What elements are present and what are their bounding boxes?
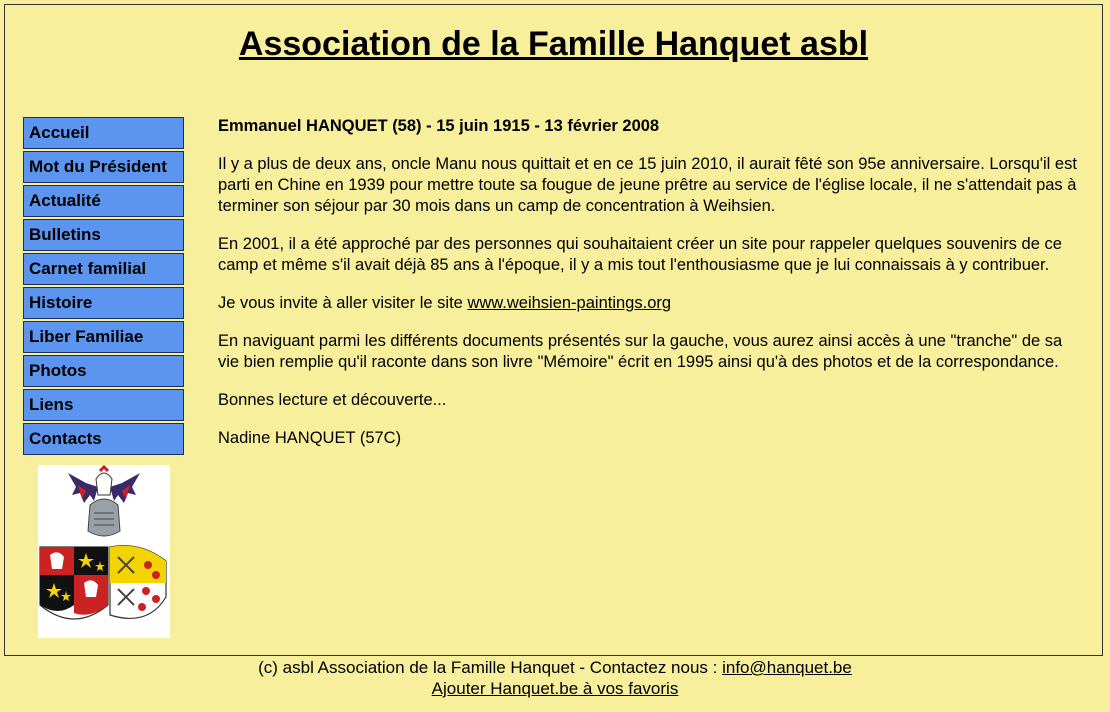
- nav-actualite[interactable]: Actualité: [23, 185, 184, 217]
- article-paragraph-1: Il y a plus de deux ans, oncle Manu nous quittait et en ce 15 juin 2010, il aurait fêté son 95e anniversaire. Lorsqu'il est parti en Chine en 1939 pour mettre toute sa fougue de jeune prêtre au service de l'église locale, il ne s'attendait pas à terminer son séjour par 30 mois dans un camp de concentration à Weihsien.: [218, 155, 1077, 215]
- nav-mot-du-president[interactable]: Mot du Président: [23, 151, 184, 183]
- footer-line-2: [0, 678, 1110, 699]
- nav-carnet-familial[interactable]: Carnet familial: [23, 253, 184, 285]
- family-coat-of-arms-icon: [38, 465, 170, 638]
- nav-liens[interactable]: Liens: [23, 389, 184, 421]
- invite-text: Je vous invite à aller visiter le site: [218, 294, 468, 312]
- article-paragraph-4: En naviguant parmi les différents documents présentés sur la gauche, vous aurez ainsi accès à une "tranche" de sa vie bien remplie qu'il raconte dans son livre "Mémoire" écrit en 1995 ainsi qu'à des photos et de la correspondance.: [218, 332, 1063, 371]
- weihsien-link[interactable]: www.weihsien-paintings.org: [467, 294, 672, 312]
- add-to-favorites-link[interactable]: Ajouter Hanquet.be à vos favoris: [431, 679, 679, 698]
- footer-line-1: [0, 657, 1110, 678]
- nav-liber-familiae[interactable]: Liber Familiae: [23, 321, 184, 353]
- site-title: Association de la Famille Hanquet asbl: [238, 25, 869, 63]
- footer-copyright: (c) asbl Association de la Famille Hanquet - Contactez nous :: [258, 658, 723, 677]
- article-signature: Nadine HANQUET (57C): [218, 429, 402, 447]
- nav-contacts[interactable]: Contacts: [23, 423, 184, 455]
- sidebar-nav: [23, 117, 184, 457]
- footer: [0, 657, 1110, 699]
- nav-bulletins[interactable]: Bulletins: [23, 219, 184, 251]
- article-paragraph-5: Bonnes lecture et découverte...: [218, 391, 447, 409]
- article-paragraph-2: En 2001, il a été approché par des personnes qui souhaitaient créer un site pour rappeler quelques souvenirs de ce camp et même s'il avait déjà 85 ans à l'époque, il y a mis tout l'enthousiasme que je lui connaissais à y contribuer.: [218, 235, 1062, 274]
- nav-photos[interactable]: Photos: [23, 355, 184, 387]
- nav-accueil[interactable]: Accueil: [23, 117, 184, 149]
- contact-email-link[interactable]: info@hanquet.be: [722, 658, 852, 677]
- article-heading: Emmanuel HANQUET (58) - 15 juin 1915 - 13 février 2008: [218, 117, 660, 135]
- nav-histoire[interactable]: Histoire: [23, 287, 184, 319]
- article: [218, 116, 1078, 466]
- article-paragraph-3: [218, 293, 1078, 314]
